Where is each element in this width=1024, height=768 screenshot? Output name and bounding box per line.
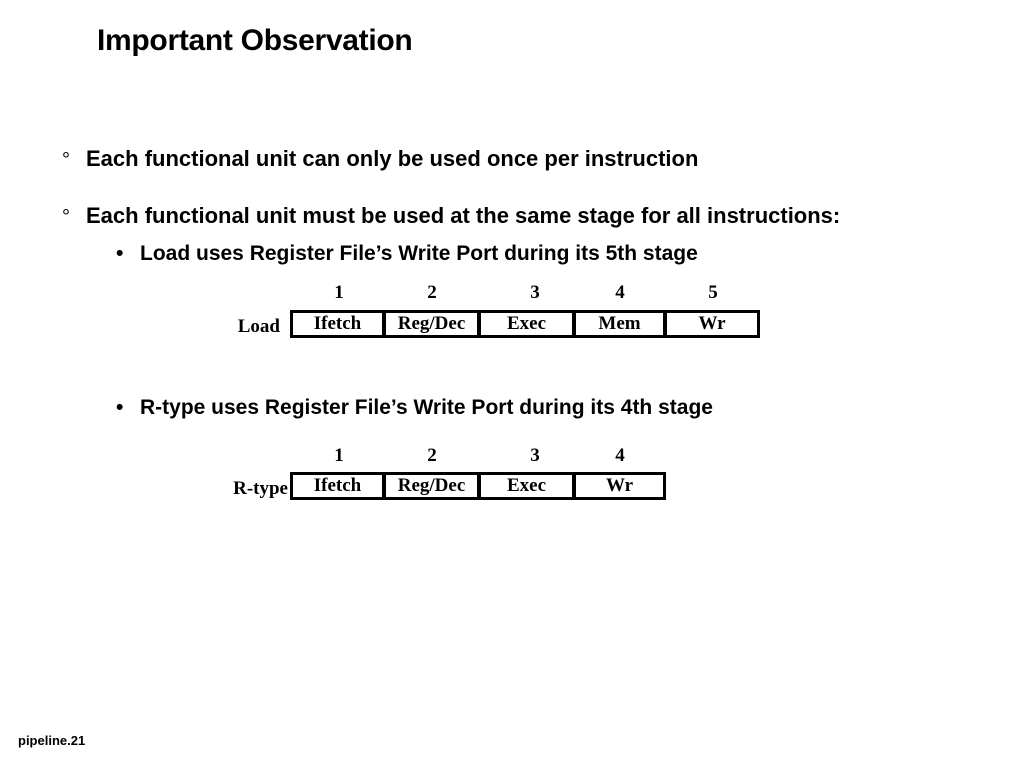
load-stage-ifetch: Ifetch <box>290 310 385 338</box>
sub-bullet-marker: • <box>116 396 124 419</box>
rtype-stage-number-3: 3 <box>530 445 540 466</box>
load-stage-number-4: 4 <box>615 282 625 303</box>
rtype-stage-ifetch: Ifetch <box>290 472 385 500</box>
load-stage-exec: Exec <box>479 310 575 338</box>
load-stage-number-2: 2 <box>427 282 437 303</box>
rtype-stage-regdec: Reg/Dec <box>384 472 480 500</box>
bullet-marker: ° <box>62 149 70 171</box>
rtype-stage-number-4: 4 <box>615 445 625 466</box>
sub-bullet-load <box>116 242 698 266</box>
load-stage-number-3: 3 <box>530 282 540 303</box>
bullet-marker: ° <box>62 206 70 228</box>
rtype-stage-number-1: 1 <box>334 445 344 466</box>
load-stage-mem: Mem <box>574 310 666 338</box>
load-stage-regdec: Reg/Dec <box>384 310 480 338</box>
load-stage-wr: Wr <box>665 310 760 338</box>
rtype-row-label: R-type <box>233 478 288 499</box>
rtype-stage-wr: Wr <box>574 472 666 500</box>
sub-bullet-rtype <box>116 396 713 420</box>
bullet-2 <box>62 203 840 229</box>
bullet-text: Each functional unit can only be used once per instruction <box>86 146 699 171</box>
slide-footer: pipeline.21 <box>18 733 86 748</box>
bullet-1 <box>62 146 698 172</box>
load-row-label: Load <box>237 316 280 337</box>
sub-bullet-text: Load uses Register File’s Write Port during its 5th stage <box>140 242 698 265</box>
rtype-stage-exec: Exec <box>479 472 575 500</box>
bullet-text: Each functional unit must be used at the same stage for all instructions: <box>86 203 841 228</box>
sub-bullet-text: R-type uses Register File’s Write Port during its 4th stage <box>140 396 713 419</box>
load-stage-number-5: 5 <box>708 282 718 303</box>
load-stage-number-1: 1 <box>334 282 344 303</box>
sub-bullet-marker: • <box>116 242 124 265</box>
slide-title: Important Observation <box>97 24 413 57</box>
rtype-stage-number-2: 2 <box>427 445 437 466</box>
